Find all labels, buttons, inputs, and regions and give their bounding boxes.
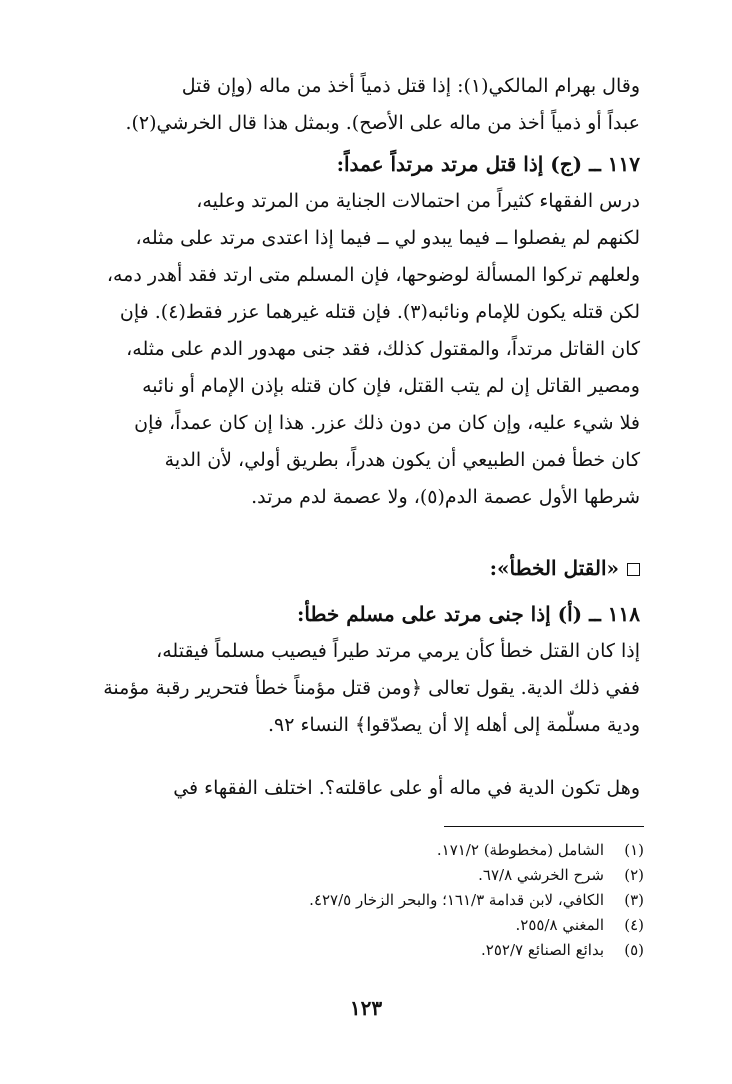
footnotes bbox=[84, 838, 644, 963]
footnote bbox=[84, 838, 644, 863]
page-number: ١٢٣ bbox=[349, 996, 383, 1020]
subsection-title-text: «القتل الخطأ»: bbox=[489, 556, 619, 580]
footnote-text: شرح الخرشي ٦٧/٨. bbox=[478, 866, 604, 884]
text-line: كان القاتل مرتداً، والمقتول كذلك، فقد جنى مهدور الدم على مثله، bbox=[126, 338, 640, 360]
footnote-number: (١) bbox=[624, 841, 644, 859]
square-bullet-icon bbox=[627, 563, 640, 576]
footnote-number: (٣) bbox=[624, 891, 644, 909]
text-line: شرطها الأول عصمة الدم(٥)، ولا عصمة لدم مرتد. bbox=[251, 486, 640, 508]
text-line: لكنهم لم يفصلوا ــ فيما يبدو لي ــ فيما إذا اعتدى مرتد على مثله، bbox=[135, 227, 640, 249]
text-line: ففي ذلك الدية. يقول تعالى ﴿ومن قتل مؤمناً خطأ فتحرير رقبة مؤمنة bbox=[103, 677, 640, 699]
text-line: درس الفقهاء كثيراً من احتمالات الجناية من المرتد وعليه، bbox=[196, 190, 640, 212]
footnote-number: (٤) bbox=[624, 916, 644, 934]
section-heading: ١١٨ ــ (أ) إذا جنى مرتد على مسلم خطأ: bbox=[297, 602, 640, 626]
footnote bbox=[84, 938, 644, 963]
section-117 bbox=[80, 146, 640, 516]
footnote-text: المغني ٢٥٥/٨. bbox=[515, 916, 604, 934]
footnote-number: (٢) bbox=[624, 866, 644, 884]
text-line: ودية مسلّمة إلى أهله إلا أن يصدّقوا﴾ النساء ٩٢. bbox=[267, 714, 640, 736]
text-line: وقال بهرام المالكي(١): إذا قتل ذمياً أخذ من ماله (وإن قتل bbox=[181, 75, 640, 97]
footnote-divider bbox=[444, 826, 644, 827]
footnote-text: الشامل (مخطوطة) ١٧١/٢. bbox=[436, 841, 604, 859]
text-line: فلا شيء عليه، وإن كان من دون ذلك عزر. هذا إن كان عمداً، فإن bbox=[134, 412, 640, 434]
footnote bbox=[84, 913, 644, 938]
footnote-text: بدائع الصنائع ٢٥٢/٧. bbox=[481, 941, 604, 959]
text-line: ومصير القاتل إن لم يتب القتل، فإن كان قتله بإذن الإمام أو نائبه bbox=[142, 375, 640, 397]
footnote-number: (٥) bbox=[624, 941, 644, 959]
text-line: إذا كان القتل خطأ كأن يرمي مرتد طيراً فيصيب مسلماً فيقتله، bbox=[156, 640, 640, 662]
footnote bbox=[84, 888, 644, 913]
section-118 bbox=[80, 596, 640, 744]
paragraph-1 bbox=[80, 68, 640, 142]
text-line: لكن قتله يكون للإمام ونائبه(٣). فإن قتله غيرهما عزر فقط(٤). فإن bbox=[119, 301, 640, 323]
subsection-title bbox=[80, 550, 640, 587]
footnote-text: الكافي، لابن قدامة ١٦١/٣؛ والبحر الزخار ٤٢٧/٥. bbox=[309, 891, 604, 909]
closing-line bbox=[80, 770, 640, 807]
text-line: وهل تكون الدية في ماله أو على عاقلته؟. اختلف الفقهاء في bbox=[173, 777, 640, 799]
section-heading: ١١٧ ــ (ج) إذا قتل مرتد مرتداً عمداً: bbox=[336, 152, 640, 176]
text-line: ولعلهم تركوا المسألة لوضوحها، فإن المسلم متى ارتد فقد أهدر دمه، bbox=[106, 264, 640, 286]
footnote bbox=[84, 863, 644, 888]
text-line: كان خطأ فمن الطبيعي أن يكون هدراً، بطريق أولي، لأن الدية bbox=[164, 449, 640, 471]
text-line: عبداً أو ذمياً أخذ من ماله على الأصح). وبمثل هذا قال الخرشي(٢). bbox=[125, 112, 640, 134]
